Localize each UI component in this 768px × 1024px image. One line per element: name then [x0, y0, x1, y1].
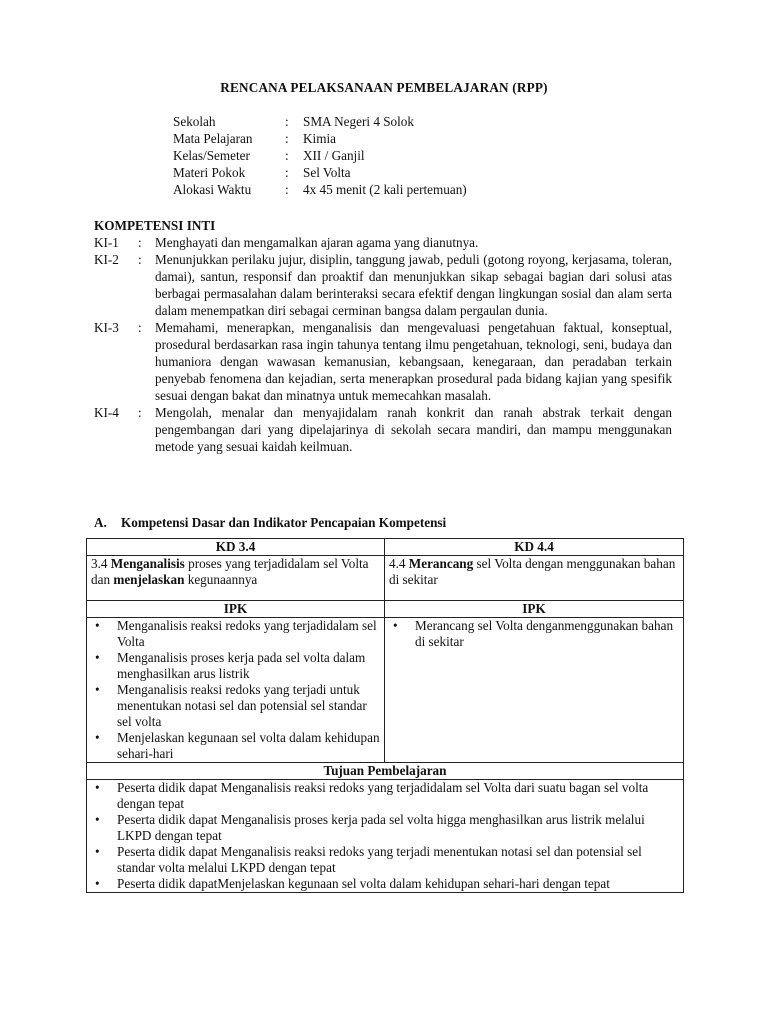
ki-text: Menunjukkan perilaku jujur, disiplin, tanggung jawab, peduli (gotong royong, kerjasama, toleran, damai), santun, responsif dan proaktif dan menunjukkan sikap sebagai bagian dari solusi atas berbagai permasalahan dalam berinteraksi secara efektif dengan lingkungan sosial dan alam serta dalam menempatkan diri sebagai cerminan bangsa dalam pergaulan dunia.	[155, 252, 672, 318]
bullet: •	[95, 876, 100, 891]
tujuan-item-text: Peserta didik dapatMenjelaskan kegunaan sel volta dalam kehidupan sehari-hari dengan tepat	[117, 876, 610, 891]
tujuan-item-text: Peserta didik dapat Menganalisis reaksi redoks yang terjadidalam sel Volta dari suatu bagan sel volta dengan tepat	[117, 780, 649, 811]
kd1-header: KD 3.4	[87, 539, 385, 556]
ki-colon: :	[138, 252, 142, 267]
kd1-number: 3.4	[91, 556, 108, 571]
ipk1-item-text: Menganalisis reaksi redoks yang terjadidalam sel Volta	[117, 618, 377, 649]
bullet: •	[95, 780, 100, 795]
ipk2-list	[389, 618, 679, 650]
section-letter: A.	[94, 515, 107, 530]
tujuan-content-row	[87, 780, 684, 893]
ki-text: Mengolah, menalar dan menyajidalam ranah konkrit dan ranah abstrak terkait dengan pengembangan dari yang dipelajarinya di sekolah secara mandiri, dan mampu menggunakan metode yang sesuai kaidah keilmuan.	[155, 405, 672, 454]
bullet: •	[95, 730, 100, 745]
identity-colon: :	[285, 114, 289, 129]
tujuan-item-text: Peserta didik dapat Menganalisis reaksi redoks yang terjadi menentukan notasi sel dan potensial sel standar volta melalui LKPD dengan tepat	[117, 844, 642, 875]
ipk1-item-text: Menganalisis reaksi redoks yang terjadi untuk menentukan notasi sel dan potensial sel standar sel volta	[117, 682, 367, 729]
bullet: •	[95, 844, 100, 859]
kd2-cell	[385, 556, 684, 601]
bullet: •	[95, 650, 100, 665]
identity-row	[173, 181, 467, 198]
ipk1-list	[91, 618, 380, 762]
bullet: •	[95, 682, 100, 697]
bullet: •	[95, 812, 100, 827]
ki-code: KI-2	[94, 252, 119, 267]
kd2-tail: sel Volta dengan menggunakan bahan di sekitar	[389, 556, 676, 587]
kd2-header: KD 4.4	[385, 539, 684, 556]
ki-code: KI-3	[94, 320, 119, 335]
kd1-tail: kegunaannya	[187, 572, 258, 587]
list-item	[91, 618, 380, 650]
kd1-verb: Menganalisis	[110, 556, 185, 571]
identity-label: Mata Pelajaran	[173, 131, 253, 146]
kd2-verb: Merancang	[408, 556, 474, 571]
section-a-heading	[94, 514, 446, 531]
list-item	[91, 812, 679, 844]
kompetensi-inti-list	[94, 234, 672, 455]
kd2-number: 4.4	[389, 556, 406, 571]
ki-item	[94, 319, 672, 404]
ki-code: KI-1	[94, 235, 119, 250]
ipk2-cell	[385, 618, 684, 763]
list-item	[91, 650, 380, 682]
ipk1-cell	[87, 618, 385, 763]
tujuan-header-row	[87, 763, 684, 780]
identity-value: SMA Negeri 4 Solok	[303, 114, 414, 129]
identity-label: Materi Pokok	[173, 165, 246, 180]
tujuan-header: Tujuan Pembelajaran	[87, 763, 684, 780]
list-item	[91, 780, 679, 812]
identity-row	[173, 147, 467, 164]
tujuan-cell	[87, 780, 684, 893]
kd-table	[86, 538, 684, 893]
ki-text: Memahami, menerapkan, menganalisis dan mengevaluasi pengetahuan faktual, konseptual, prosedural berdasarkan rasa ingin tahunya tentang ilmu pengetahuan, teknologi, seni, budaya dan humaniora dengan wawasan kemanusian, kebangsaan, kenegaraan, dan peradaban terkain penyebab fenomena dan kejadian, serta menerapkan prosedural pada bidang kajian yang spesifik sesuai dengan bakat dan minatnya untuk memecahkan masalah.	[155, 320, 672, 403]
tujuan-item-text: Peserta didik dapat Menganalisis proses kerja pada sel volta higga menghasilkan arus listrik melalui LKPD dengan tepat	[117, 812, 645, 843]
list-item	[91, 876, 679, 892]
kompetensi-inti-heading: KOMPETENSI INTI	[94, 218, 216, 233]
ipk-header-row	[87, 601, 684, 618]
ki-item	[94, 404, 672, 455]
ki-code: KI-4	[94, 405, 119, 420]
identity-block	[173, 113, 467, 198]
ipk2-header: IPK	[385, 601, 684, 618]
tujuan-list	[91, 780, 679, 892]
ki-item	[94, 234, 672, 251]
ki-colon: :	[138, 320, 142, 335]
list-item	[389, 618, 679, 650]
ki-colon: :	[138, 405, 142, 420]
ipk1-item-text: Menjelaskan kegunaan sel volta dalam kehidupan sehari-hari	[117, 730, 380, 761]
ipk2-item-text: Merancang sel Volta denganmenggunakan bahan di sekitar	[415, 618, 674, 649]
identity-value: Sel Volta	[303, 165, 351, 180]
identity-value: Kimia	[303, 131, 336, 146]
list-item	[91, 844, 679, 876]
identity-row	[173, 164, 467, 181]
ki-text: Menghayati dan mengamalkan ajaran agama yang dianutnya.	[155, 235, 479, 250]
ki-colon: :	[138, 235, 142, 250]
identity-colon: :	[285, 165, 289, 180]
identity-label: Kelas/Semeter	[173, 148, 250, 163]
page-title: RENCANA PELAKSANAAN PEMBELAJARAN (RPP)	[220, 80, 548, 95]
identity-value: XII / Ganjil	[303, 148, 365, 163]
ki-item	[94, 251, 672, 319]
identity-label: Alokasi Waktu	[173, 182, 252, 197]
ipk1-item-text: Menganalisis proses kerja pada sel volta dalam menghasilkan arus listrik	[117, 650, 366, 681]
identity-label: Sekolah	[173, 114, 216, 129]
ipk-content-row	[87, 618, 684, 763]
ipk1-header: IPK	[87, 601, 385, 618]
bullet: •	[393, 618, 398, 633]
identity-colon: :	[285, 148, 289, 163]
kd-header-row	[87, 539, 684, 556]
identity-row	[173, 130, 467, 147]
kd1-verb2: menjelaskan	[113, 572, 185, 587]
list-item	[91, 682, 380, 730]
identity-value: 4x 45 menit (2 kali pertemuan)	[303, 182, 467, 197]
kd1-cell	[87, 556, 385, 601]
bullet: •	[95, 618, 100, 633]
identity-colon: :	[285, 131, 289, 146]
identity-colon: :	[285, 182, 289, 197]
list-item	[91, 730, 380, 762]
section-title: Kompetensi Dasar dan Indikator Pencapaian Kompetensi	[121, 515, 447, 530]
kd-content-row	[87, 556, 684, 601]
kd1-middle: proses yang terjadidalam sel Volta dan	[91, 556, 369, 587]
identity-row	[173, 113, 467, 130]
